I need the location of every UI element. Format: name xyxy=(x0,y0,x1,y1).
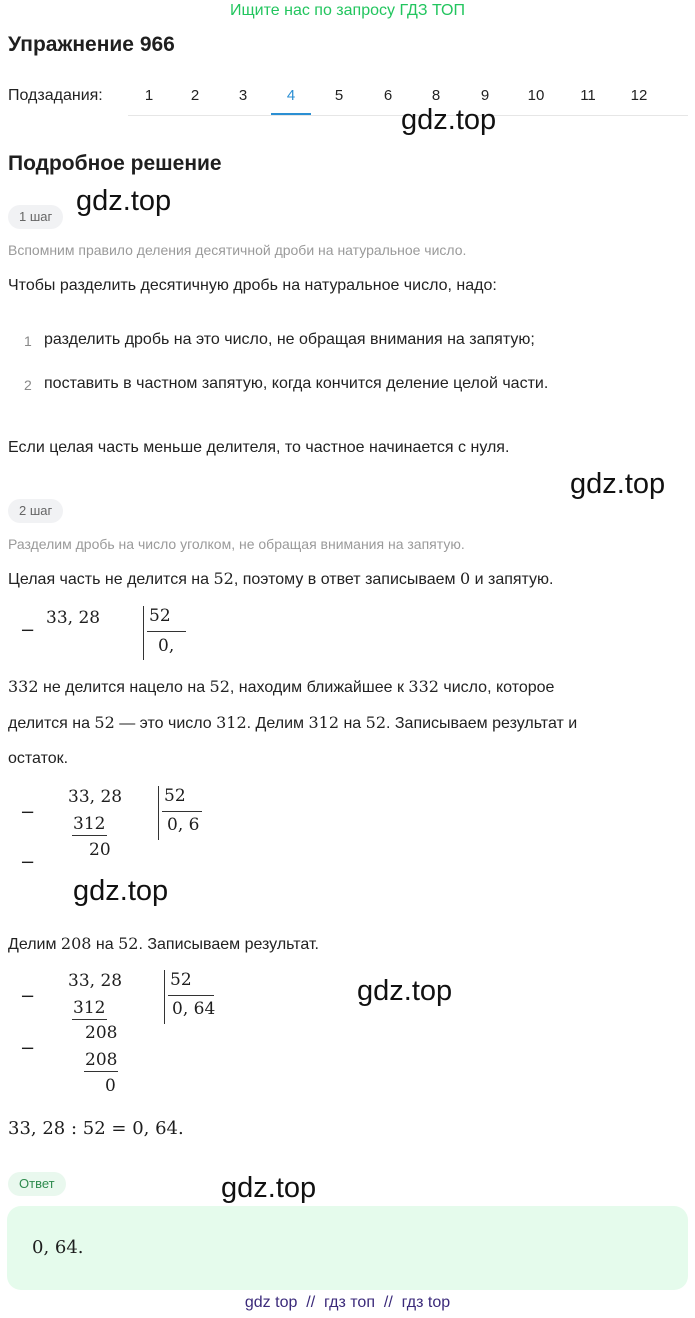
division-3-remainder: 0 xyxy=(105,1076,116,1096)
top-banner[interactable]: Ищите нас по запросу ГДЗ ТОП xyxy=(230,2,465,19)
subtask-tab-11[interactable]: 11 xyxy=(580,87,596,104)
subtask-tab-1[interactable]: 1 xyxy=(144,87,154,104)
division-2-underline xyxy=(72,835,107,836)
watermark: gdz.top xyxy=(357,975,453,1007)
result-equation: 33, 28 : 52 = 0, 64. xyxy=(8,1118,184,1139)
answer-value: 0, 64. xyxy=(32,1237,84,1258)
division-2-subtrahend: 312 xyxy=(73,814,106,834)
watermark: gdz.top xyxy=(221,1172,317,1204)
division-2-bracket xyxy=(158,786,159,840)
division-2-quotient: 0, 6 xyxy=(167,815,200,835)
division-3-underline xyxy=(72,1019,107,1020)
division-2-divisor: 52 xyxy=(164,786,186,806)
list-item-number: 1 xyxy=(24,333,32,349)
step-2-paragraph-line: 332 не делится нацело на 52, находим ближайшее к 332 число, которое xyxy=(8,677,555,696)
exercise-title: Упражнение 966 xyxy=(8,33,175,56)
step-2-paragraph-line: делится на 52 — это число 312. Делим 312 на 52. Записываем результат и xyxy=(8,713,578,732)
division-1-bracket xyxy=(143,606,144,660)
step-2-hint: Разделим дробь на число уголком, не обращая внимания на запятую. xyxy=(8,536,465,552)
division-1-divisor: 52 xyxy=(149,606,171,626)
division-3-quotient: 0, 64 xyxy=(172,999,216,1019)
division-1-dividend: 33, 28 xyxy=(46,608,101,628)
division-3-subtrahend: 312 xyxy=(73,998,106,1018)
list-item-number: 2 xyxy=(24,377,32,393)
division-2-minus: − xyxy=(20,852,36,873)
subtask-tab-9[interactable]: 9 xyxy=(480,87,490,104)
watermark: gdz.top xyxy=(570,468,666,500)
subtasks-label: Подзадания: xyxy=(8,87,103,104)
division-3-dividend: 33, 28 xyxy=(68,971,123,991)
step-2-line-3: Делим 208 на 52. Записываем результат. xyxy=(8,934,319,953)
footer-links[interactable]: gdz top // гдз топ // гдз top xyxy=(244,1294,451,1311)
subtask-tab-6[interactable]: 6 xyxy=(383,87,393,104)
division-3-bracket xyxy=(164,970,165,1024)
answer-box xyxy=(7,1206,688,1290)
step-2-paragraph-line: остаток. xyxy=(8,750,69,767)
step-2-badge: 2 шаг xyxy=(8,499,63,523)
division-1-divisor-line xyxy=(147,631,186,632)
subtask-tab-4[interactable]: 4 xyxy=(286,87,296,104)
subtask-tab-5[interactable]: 5 xyxy=(334,87,344,104)
division-3-underline xyxy=(84,1071,118,1072)
division-3-divisor: 52 xyxy=(170,970,192,990)
subtask-tab-8[interactable]: 8 xyxy=(431,87,441,104)
division-2-dividend: 33, 28 xyxy=(68,787,123,807)
division-2-remainder: 20 xyxy=(89,840,111,860)
division-3-remainder: 208 xyxy=(85,1023,118,1043)
step-1-note: Если целая часть меньше делителя, то частное начинается с нуля. xyxy=(8,439,510,456)
step-1-intro: Чтобы разделить десятичную дробь на натуральное число, надо: xyxy=(8,277,497,294)
subtask-tab-3[interactable]: 3 xyxy=(238,87,248,104)
step-2-line-1: Целая часть не делится на 52, поэтому в ответ записываем 0 и запятую. xyxy=(8,569,554,588)
step-1-hint: Вспомним правило деления десятичной дроби на натуральное число. xyxy=(8,242,467,258)
division-2-divisor-line xyxy=(162,811,202,812)
section-title: Подробное решение xyxy=(8,152,222,175)
watermark: gdz.top xyxy=(76,185,172,217)
watermark: gdz.top xyxy=(73,875,169,907)
subtask-tab-12[interactable]: 12 xyxy=(630,87,648,104)
division-3-minus: − xyxy=(20,1038,36,1059)
step-1-badge: 1 шаг xyxy=(8,205,63,229)
watermark: gdz.top xyxy=(401,104,497,136)
active-tab-indicator xyxy=(271,113,311,115)
subtask-tab-2[interactable]: 2 xyxy=(190,87,200,104)
list-item: разделить дробь на это число, не обращая внимания на запятую; xyxy=(44,331,535,348)
list-item: поставить в частном запятую, когда кончится деление целой части. xyxy=(44,375,549,392)
division-3-divisor-line xyxy=(168,995,214,996)
subtask-tab-10[interactable]: 10 xyxy=(527,87,545,104)
division-3-minus: − xyxy=(20,986,36,1007)
division-1-quotient: 0, xyxy=(158,636,175,656)
division-1-minus: − xyxy=(20,620,36,641)
division-2-minus: − xyxy=(20,802,36,823)
division-3-subtrahend: 208 xyxy=(85,1050,118,1070)
answer-badge: Ответ xyxy=(8,1172,66,1196)
